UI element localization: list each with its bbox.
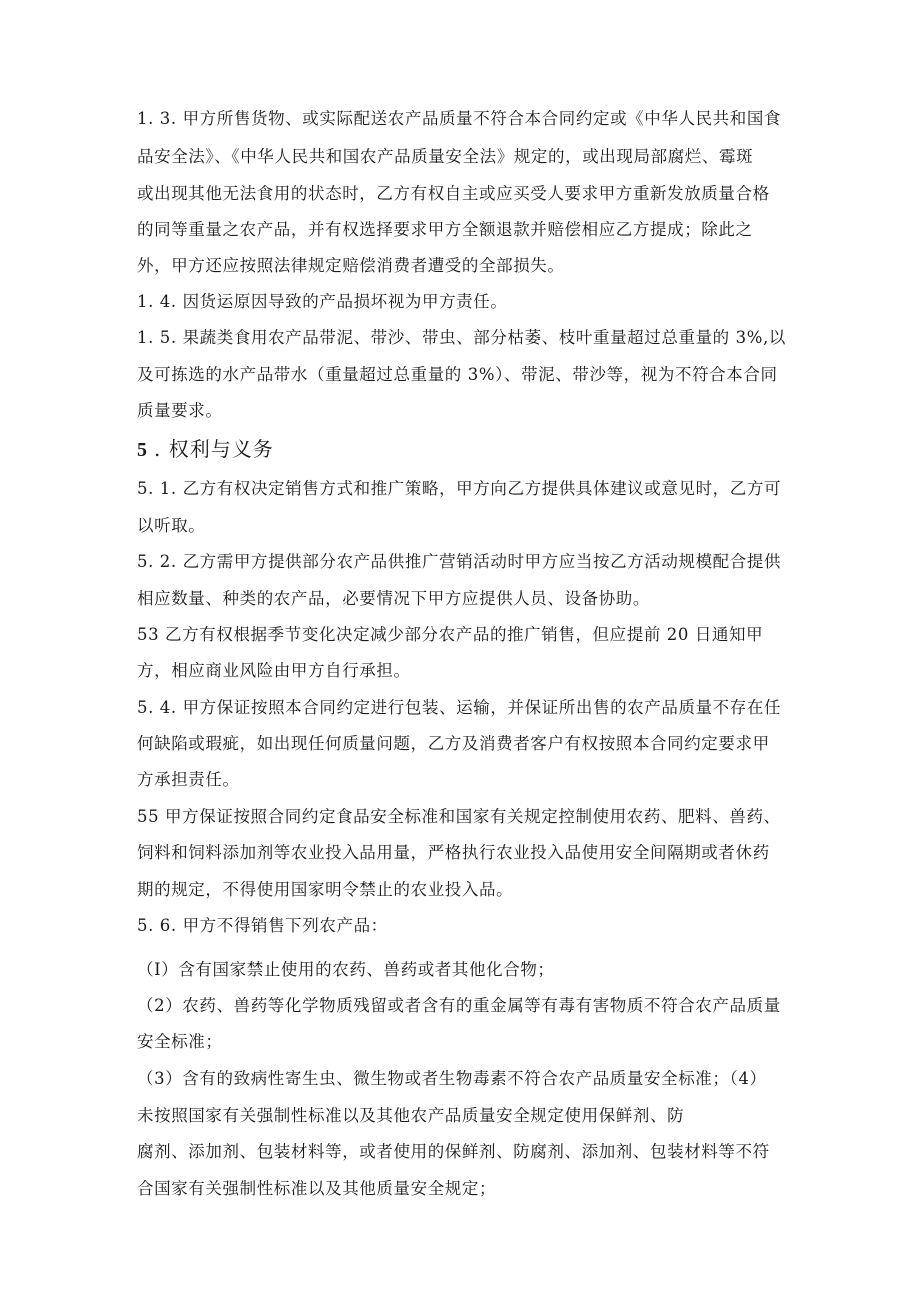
list-item: （3）含有的致病性寄生虫、微生物或者生物毒素不符合农产品质量安全标准；（4） <box>137 1069 767 1088</box>
list-item: （I）含有国家禁止使用的农药、兽药或者其他化合物； <box>137 960 555 979</box>
section-heading <box>137 436 274 463</box>
text-line: 方承担责任。 <box>137 770 240 789</box>
text-line: 1. 4. 因货运原因导致的产品损坏视为甲方责任。 <box>137 292 508 311</box>
text-line: 未按照国家有关强制性标准以及其他农产品质量安全规定使用保鲜剂、防 <box>137 1106 685 1125</box>
list-item: （2）农药、兽药等化学物质残留或者含有的重金属等有毒有害物质不符合农产品质量 <box>137 996 781 1015</box>
text-line: 5. 1. 乙方有权决定销售方式和推广策略，甲方向乙方提供具体建议或意见时，乙方可 <box>137 479 782 498</box>
text-line: 或出现其他无法食用的状态时，乙方有权自主或应买受人要求甲方重新发放质量合格 <box>137 184 770 203</box>
section-title: . 权利与义务 <box>154 437 274 461</box>
text-line: 相应数量、种类的农产品，必要情况下甲方应提供人员、设备协助。 <box>137 589 650 608</box>
text-line: 以听取。 <box>137 516 206 535</box>
text-line: 饲料和饲料添加剂等农业投入品用量，严格执行农业投入品使用安全间隔期或者休药 <box>137 843 770 862</box>
section-number: 5 <box>137 439 148 461</box>
text-line: 安全标准； <box>137 1032 223 1051</box>
text-line: 外，甲方还应按照法律规定赔偿消费者遭受的全部损失。 <box>137 256 565 275</box>
text-line: 合国家有关强制性标准以及其他质量安全规定； <box>137 1179 497 1198</box>
text-line: 1. 5. 果蔬类食用农产品带泥、带沙、带虫、部分枯萎、枝叶重量超过总重量的 3%,以 <box>137 328 786 347</box>
text-line: 何缺陷或瑕疵，如出现任何质量问题，乙方及消费者客户有权按照本合同约定要求甲 <box>137 734 770 753</box>
text-line: 腐剂、添加剂、包装材料等，或者使用的保鲜剂、防腐剂、添加剂、包装材料等不符 <box>137 1142 770 1161</box>
text-line: 5. 4. 甲方保证按照本合同约定进行包装、运输，并保证所出售的农产品质量不存在任 <box>137 698 782 717</box>
text-line: 质量要求。 <box>137 401 223 420</box>
text-line: 5. 6. 甲方不得销售下列农产品： <box>137 916 388 935</box>
text-line: 品安全法》、《中华人民共和国农产品质量安全法》规定的，或出现局部腐烂、霉斑 <box>137 147 754 166</box>
text-line: 及可拣选的水产品带水（重量超过总重量的 3%）、带泥、带沙等，视为不符合本合同 <box>137 365 778 384</box>
text-line: 方，相应商业风险由甲方自行承担。 <box>137 661 411 680</box>
text-line: 55 甲方保证按照合同约定食品安全标准和国家有关规定控制使用农药、肥料、兽药、 <box>137 807 781 826</box>
text-line: 期的规定，不得使用国家明令禁止的农业投入品。 <box>137 880 514 899</box>
text-line: 的同等重量之农产品，并有权选择要求甲方全额退款并赔偿相应乙方提成；除此之 <box>137 220 753 239</box>
text-line: 1. 3. 甲方所售货物、或实际配送农产品质量不符合本合同约定或《中华人民共和国食 <box>137 109 782 128</box>
text-line: 53 乙方有权根据季节变化决定减少部分农产品的推广销售，但应提前 20 日通知甲 <box>137 625 764 644</box>
text-line: 5. 2. 乙方需甲方提供部分农产品供推广营销活动时甲方应当按乙方活动规模配合提供 <box>137 552 782 571</box>
